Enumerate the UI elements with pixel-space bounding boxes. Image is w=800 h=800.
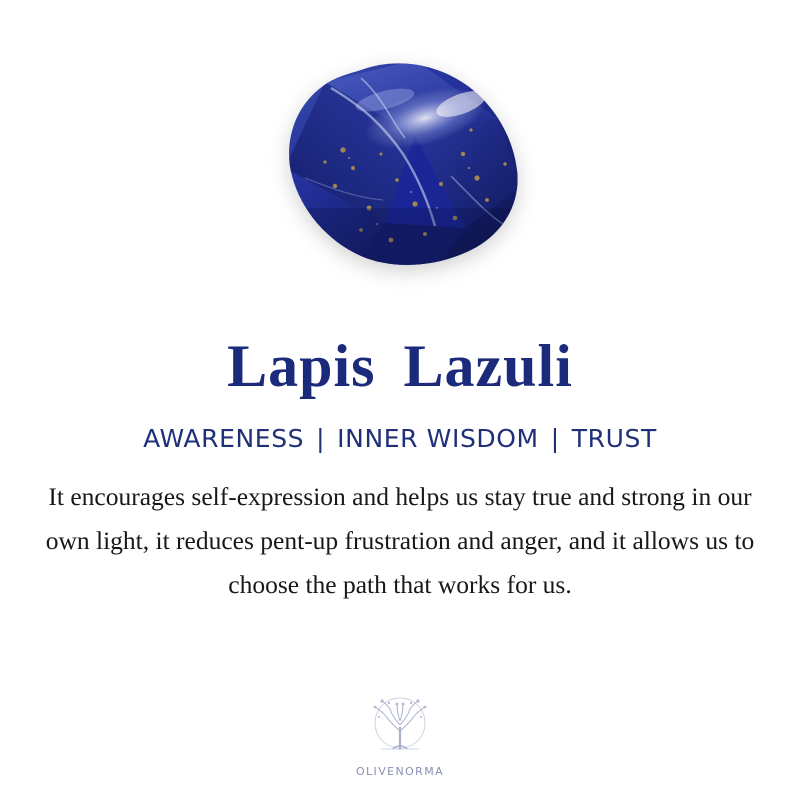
lapis-lazuli-stone-icon bbox=[265, 58, 535, 273]
stone-illustration bbox=[265, 58, 535, 273]
description-text: It encourages self-expression and helps us stay true and strong in our own light, it reduces pent-up frustration and anger, and it allows us to choose the path that works for us. bbox=[45, 482, 755, 599]
brand-name: OLIVENORMA bbox=[355, 765, 445, 778]
keyword-awareness: AWARENESS bbox=[143, 424, 305, 453]
keyword-list bbox=[141, 424, 659, 453]
keyword-trust: TRUST bbox=[571, 424, 657, 453]
keyword-separator: | bbox=[550, 424, 560, 453]
keyword-separator: | bbox=[316, 424, 326, 453]
brand-logo bbox=[0, 691, 800, 778]
stone-image-area bbox=[0, 0, 800, 320]
page-title: Lapis Lazuli bbox=[227, 333, 573, 399]
keyword-inner-wisdom: INNER WISDOM bbox=[337, 424, 539, 453]
tree-of-life-icon bbox=[363, 691, 437, 763]
